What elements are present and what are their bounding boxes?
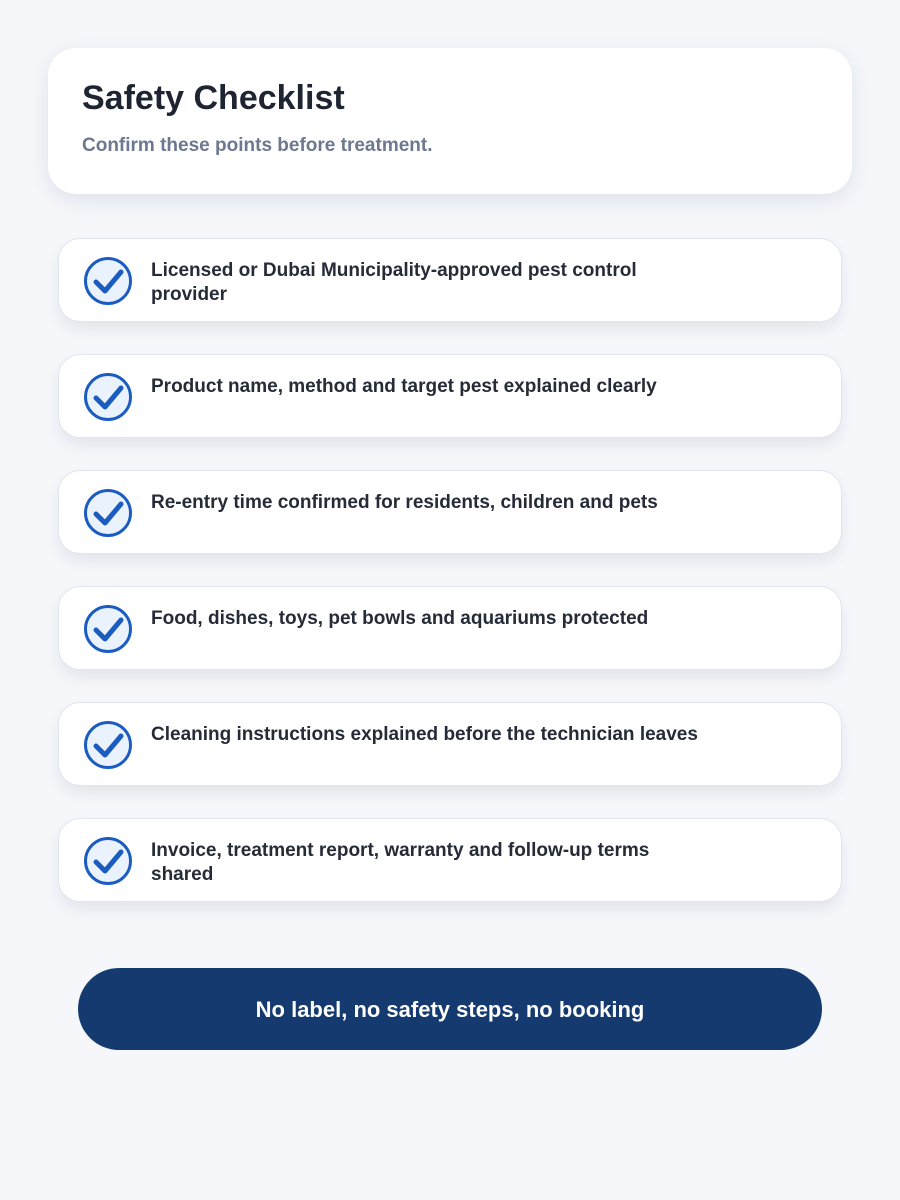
header-card <box>48 48 852 194</box>
checklist-item <box>58 238 842 322</box>
check-circle-icon <box>83 604 133 654</box>
check-circle-icon <box>83 488 133 538</box>
check-circle-icon <box>83 372 133 422</box>
checklist-item-label: Cleaning instructions explained before the technician leaves <box>151 724 698 745</box>
page-title: Safety Checklist <box>82 79 345 117</box>
checklist-item-label: Licensed or Dubai Municipality-approved pest control provider <box>151 260 637 305</box>
checklist-item <box>58 354 842 438</box>
page-subtitle: Confirm these points before treatment. <box>82 135 433 156</box>
checklist-item-label: Re-entry time confirmed for residents, children and pets <box>151 492 658 513</box>
check-circle-icon <box>83 720 133 770</box>
checklist-item <box>58 470 842 554</box>
check-circle-icon <box>83 836 133 886</box>
checklist-item-label: Product name, method and target pest explained clearly <box>151 376 657 397</box>
check-circle-icon <box>83 256 133 306</box>
checklist-item-label: Food, dishes, toys, pet bowls and aquariums protected <box>151 608 649 629</box>
checklist-item <box>58 702 842 786</box>
checklist <box>58 238 842 934</box>
checklist-item <box>58 586 842 670</box>
no-booking-button[interactable]: No label, no safety steps, no booking <box>78 968 822 1050</box>
checklist-item <box>58 818 842 902</box>
checklist-item-label: Invoice, treatment report, warranty and follow-up terms shared <box>151 840 650 885</box>
